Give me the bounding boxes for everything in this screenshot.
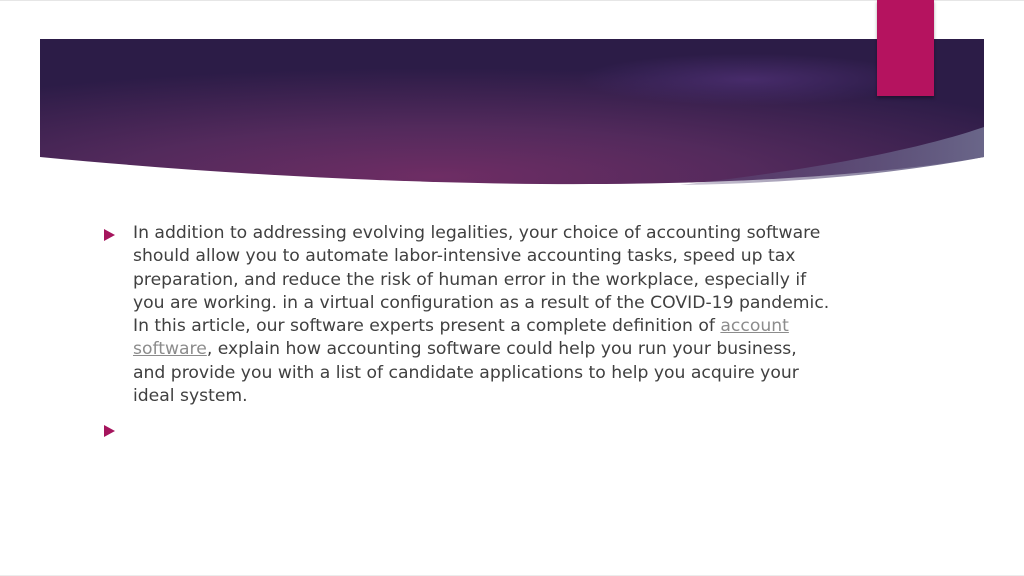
top-divider — [0, 0, 1024, 1]
accent-tab — [877, 0, 934, 96]
bullet-item-empty — [104, 418, 834, 441]
triangle-bullet-icon — [104, 229, 115, 241]
triangle-bullet-icon — [104, 425, 115, 437]
account-software-link[interactable]: account software — [133, 316, 789, 360]
bullet-item — [104, 222, 834, 408]
banner-graphic — [40, 39, 984, 191]
bullet-text-after: , explain how accounting software could help you run your business, and provide you with a list of candidate applications to help you acquire your ideal system. — [133, 339, 799, 407]
header-banner — [40, 39, 984, 191]
bullet-text-before: In addition to addressing evolving legalities, your choice of accounting software should allow you to automate labor-intensive accounting tasks, speed up tax preparation, and reduce the risk of human error in the workplace, especially if you are working. in a virtual configuration as a result of the COVID-19 pandemic. In this article, our software experts present a complete definition of — [133, 223, 830, 337]
bullet-list — [104, 222, 834, 442]
